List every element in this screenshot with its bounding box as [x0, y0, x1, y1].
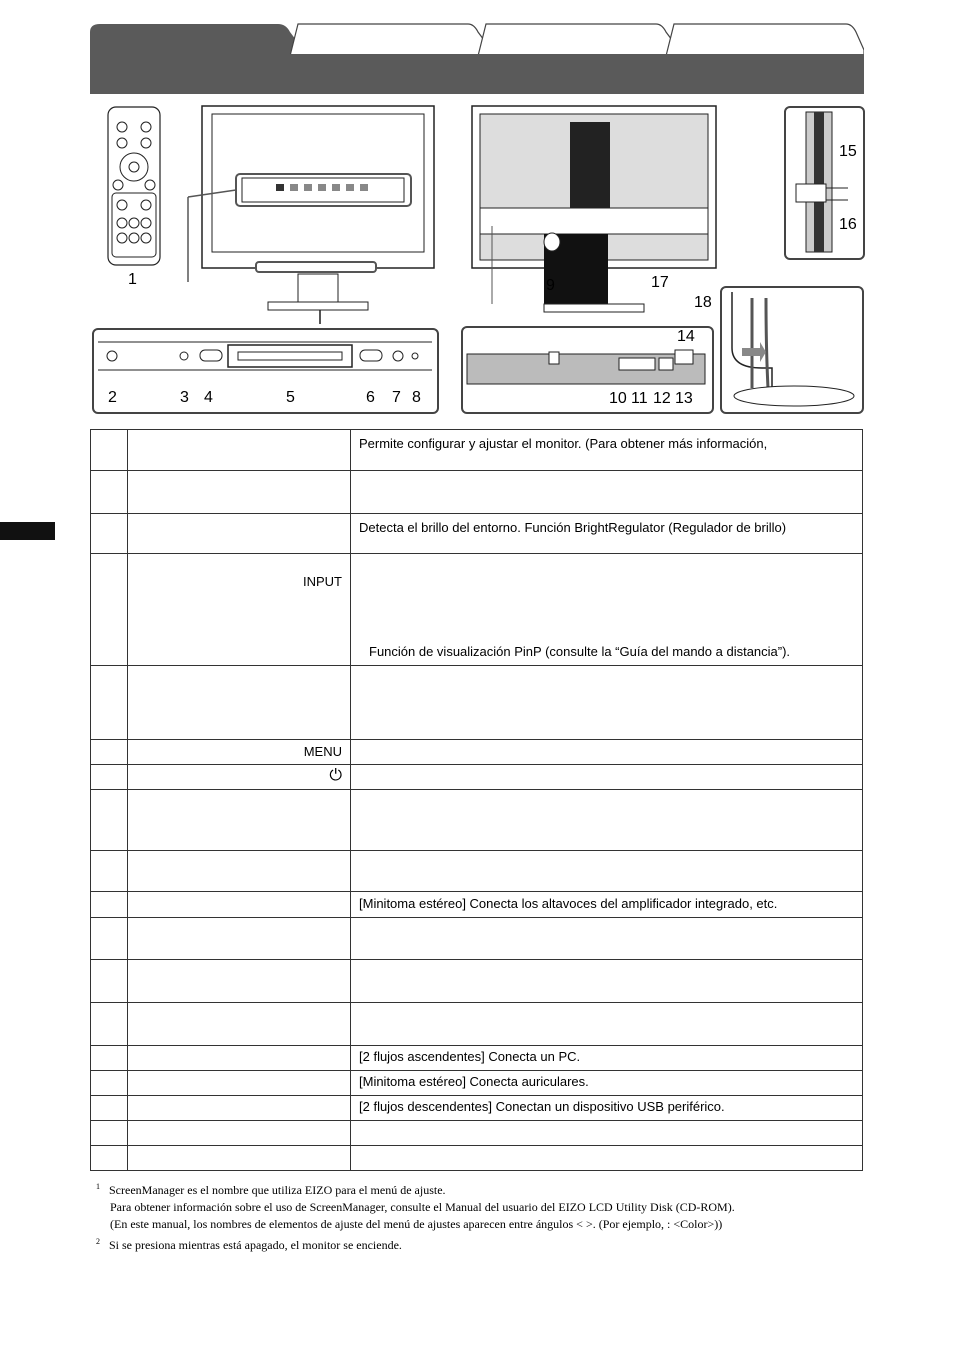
- table-row: [91, 1146, 863, 1171]
- footnote-1-mark: 1: [96, 1182, 100, 1191]
- callout-7: 7: [392, 389, 401, 406]
- footnote-1-line-2: Para obtener información sobre el uso de ScreenManager, consulte el Manual del usuario del EIZO LCD Utility Disk (CD-ROM).: [110, 1200, 735, 1214]
- component-table: [90, 429, 863, 1171]
- side-detail-drawing: [786, 108, 863, 258]
- header-band: [90, 54, 864, 94]
- footnote-2-mark: 2: [96, 1237, 100, 1246]
- callout-11: 11: [631, 390, 648, 407]
- power-icon: ⏻: [329, 767, 342, 784]
- callout-17: 17: [651, 274, 669, 291]
- table-row: [91, 471, 863, 514]
- table-row: [Minitoma estéreo] Conecta auriculares.: [91, 1071, 863, 1096]
- footnote-1-line-1: ScreenManager es el nombre que utiliza EIZO para el menú de ajuste.: [109, 1183, 446, 1197]
- front-panel-detail: [92, 328, 439, 414]
- callout-15: 15: [839, 143, 857, 160]
- tab-4[interactable]: [666, 24, 864, 56]
- callout-6: 6: [366, 389, 375, 406]
- callout-16: 16: [839, 216, 857, 233]
- cable-holder-detail: [720, 286, 864, 414]
- table-row: [91, 851, 863, 892]
- footnote-1-line-3: (En este manual, los nombres de elementos de ajuste del menú de ajustes aparecen entre ángulos < >. (Por ejemplo, : <Color>)): [110, 1217, 723, 1231]
- callout-12: 12: [653, 390, 671, 407]
- rear-connector-detail: [461, 326, 714, 414]
- table-row: MENU: [91, 740, 863, 765]
- cable-holder-drawing: [722, 288, 862, 412]
- table-row: Permite configurar y ajustar el monitor. (Para obtener más información,: [91, 430, 863, 471]
- table-row: [91, 960, 863, 1003]
- table-row: Detecta el brillo del entorno. Función BrightRegulator (Regulador de brillo): [91, 514, 863, 554]
- callout-10: 10: [609, 390, 627, 407]
- remote-control-illustration: [100, 105, 165, 270]
- table-row: [2 flujos ascendentes] Conecta un PC.: [91, 1046, 863, 1071]
- callout-13: 13: [675, 390, 693, 407]
- footnote-2-line-1: Si se presiona mientras está apagado, el monitor se enciende.: [109, 1238, 402, 1252]
- table-row: [91, 918, 863, 960]
- callout-18: 18: [694, 294, 712, 311]
- callout-9: 9: [546, 277, 555, 294]
- monitor-front-illustration: [180, 102, 450, 324]
- callout-8: 8: [412, 389, 421, 406]
- footnotes: [96, 1178, 866, 1254]
- table-row: [91, 765, 863, 790]
- side-detail-panel: [784, 106, 865, 260]
- page-side-marker: [0, 522, 55, 540]
- callout-14: 14: [677, 328, 695, 345]
- tab-3[interactable]: [478, 24, 684, 56]
- table-row: INPUT Función de visualización PinP (consulte la “Guía del mando a distancia”).: [91, 554, 863, 666]
- table-row: [2 flujos descendentes] Conectan un dispositivo USB periférico.: [91, 1096, 863, 1121]
- table-row: [91, 1121, 863, 1146]
- table-row: [Minitoma estéreo] Conecta los altavoces del amplificador integrado, etc.: [91, 892, 863, 918]
- table-row: [91, 1003, 863, 1046]
- callout-1: 1: [128, 271, 137, 288]
- tab-2[interactable]: [290, 24, 496, 56]
- callout-2: 2: [108, 389, 117, 406]
- callout-4: 4: [204, 389, 213, 406]
- front-panel-drawing: [94, 330, 437, 380]
- table-row: [91, 666, 863, 740]
- table-row: [91, 790, 863, 851]
- callout-5: 5: [286, 389, 295, 406]
- monitor-rear-illustration: [470, 104, 720, 314]
- footnote-2: [96, 1233, 866, 1254]
- rear-connector-drawing: [463, 328, 712, 388]
- callout-3: 3: [180, 389, 189, 406]
- footnote-1: [96, 1178, 866, 1199]
- section-tab-bar: [90, 22, 864, 94]
